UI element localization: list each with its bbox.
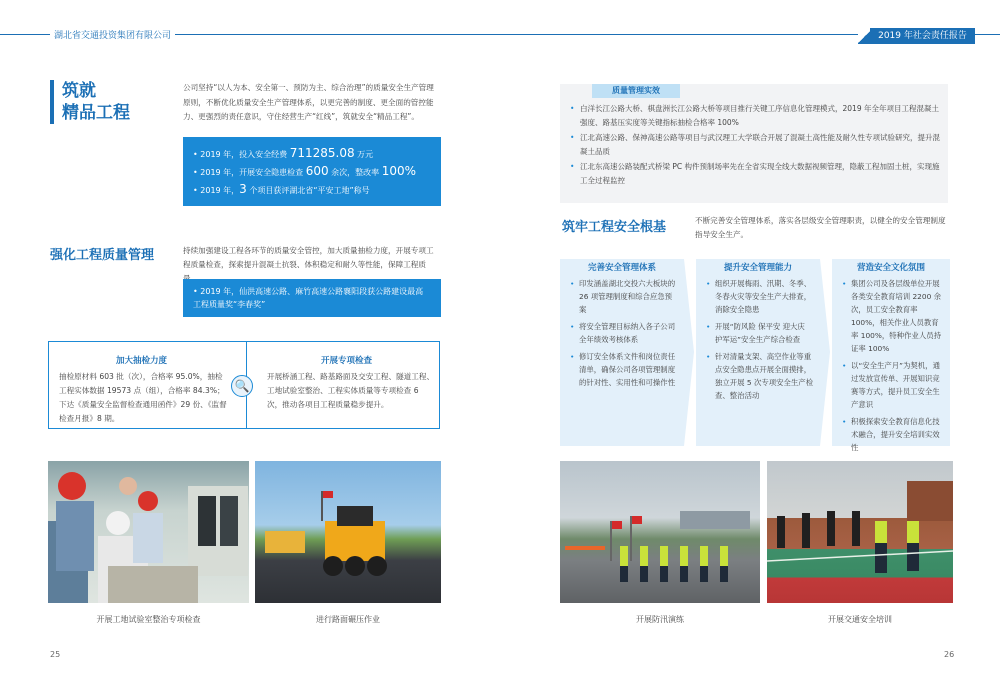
quality-management-title: 强化工程质量管理	[50, 248, 155, 263]
highlight-item: • 2019 年，投入安全经费 711285.08 万元	[193, 146, 374, 160]
report-title: 2019 年社会责任报告	[870, 28, 975, 44]
photo-caption: 开展工地试验室整治专项检查	[96, 615, 201, 624]
photo-caption: 开展交通安全培训	[828, 615, 892, 624]
page-number: 26	[944, 650, 955, 659]
safety-foundation-title: 筑牢工程安全根基	[562, 220, 667, 235]
sampling-text: 抽检原材料 603 批（次），合格率 95.0%，抽检工程实体数据 19573 点（组），合格率 84.3%；下达《质量安全监督检查通用函件》29 份、《监督检查月报》8 期。	[59, 372, 227, 423]
list-item: • 针对清量支架、高空作业等重点安全隐患点开展全面摸排，独立开展 5 次专项安全生产检查、整治活动	[706, 350, 814, 402]
flood-drill-illustration	[560, 461, 760, 603]
list-item: • 将安全管理目标纳入各子公司全年绩效考核体系	[570, 320, 678, 346]
column-title: 提升安全管理能力	[723, 263, 792, 273]
lab-inspection-photo	[48, 461, 249, 603]
section-title-quality: 筑就 精品工程	[50, 80, 160, 124]
list-item: • 白洋长江公路大桥、棋盘洲长江公路大桥等项目推行关键工序信息化管理模式，2019 年全年项目工程混凝土强度、路基压实度等关键指标抽检合格率 100%	[570, 102, 942, 129]
chevron-arrow	[684, 259, 694, 446]
list-item: • 开展“防风险 保平安 迎大庆 护军运”安全生产综合检查	[706, 320, 814, 346]
safety-column-culture	[832, 259, 950, 452]
column-title: 完善安全管理体系	[587, 263, 656, 273]
quality-management-intro: 持续加强建设工程各环节的质量安全管控，加大质量抽检力度，开展专项工程质量检查，探索提升混凝土抗裂、体积稳定和耐久等性能，保障工程质	[183, 246, 434, 269]
safety-foundation-intro: 不断完善安全管理体系，落实各层级安全管理职责，以健全的安全管理制度指导安全生产。	[695, 216, 946, 239]
flood-drill-photo	[560, 461, 760, 603]
sampling-title: 加大抽检力度	[115, 356, 167, 366]
quality-results-tag: 质量管理实效	[592, 84, 680, 98]
special-check-title: 开展专项检查	[320, 356, 372, 366]
special-check-text: 开展桥涵工程、路基路面及交安工程、隧道工程、工地试验室整治、工程实体质量等专项检查 6 次，推动各项目工程质量稳步提升。	[267, 372, 435, 409]
highlight-item: • 2019 年，开展安全隐患检查 600 余次，整改率 100%	[193, 164, 417, 178]
list-item: • 印发涵盖湖北交投六大板块的 26 项管理制度和综合应急预案	[570, 277, 678, 316]
list-item: • 积极探索安全教育信息化技术融合，提升安全培训实效性	[842, 415, 944, 454]
list-item: • 集团公司及各层级单位开展各类安全教育培训 2200 余次，员工安全教育率 100%，相关作业人员教育率 100%，特种作业人员持证率 100%	[842, 277, 944, 355]
list-item: • 修订安全体系文件和岗位责任清单，确保公司各项管理制度的针对性、实用性和可操作性	[570, 350, 678, 389]
photo-caption: 进行路面碾压作业	[316, 615, 380, 624]
quality-results-box	[560, 84, 948, 203]
lab-inspection-illustration	[48, 461, 249, 603]
quality-award-box: • 2019 年，仙洪高速公路、麻竹高速公路襄阳段获公路建设最高工程质量奖“李春奖”	[183, 279, 441, 317]
magnifier-icon: 🔍	[231, 375, 253, 397]
company-name: 湖北省交通投资集团有限公司	[50, 28, 175, 41]
safety-column-capability	[696, 259, 820, 446]
list-item: • 以“安全生产月”为契机，通过发放宣传单、开展知识竞赛等方式，提升员工安全生产意识	[842, 359, 944, 411]
chevron-arrow	[820, 259, 830, 446]
road-roller-illustration	[255, 461, 441, 603]
column-title: 营造安全文化氛围	[856, 263, 925, 273]
traffic-training-illustration	[767, 461, 953, 603]
section-intro: 公司坚持“以人为本、安全第一、预防为主、综合治理”的质量安全生产管理原则，不断优化质量安全生产管理体系，以更完善的制度、更全面的管控能力、更强烈的责任意识，守住经营生产“红线”，筑就安全“精品工程”。	[183, 83, 434, 121]
page-number: 25	[50, 650, 61, 659]
highlights-box	[183, 137, 441, 206]
list-item: • 组织开展梅雨、汛期、冬季、冬春火灾等安全生产大排查，消除安全隐患	[706, 277, 814, 316]
traffic-training-photo	[767, 461, 953, 603]
photo-caption: 开展防汛演练	[636, 615, 684, 624]
list-item: • 江北高速公路、保神高速公路等项目与武汉理工大学联合开展了混凝土高性能及耐久性专项试验研究，提升混凝土品质	[570, 131, 942, 158]
highlight-item: • 2019 年，3 个项目获评湖北省“平安工地”称号	[193, 182, 370, 196]
safety-column-system	[560, 259, 684, 446]
road-rolling-photo	[255, 461, 441, 603]
list-item: • 江北东高速公路装配式桥梁 PC 构件预制场率先在全省实现全线大数据视频管理，隐蔽工程加固土桩，实现施工全过程监控	[570, 160, 942, 187]
